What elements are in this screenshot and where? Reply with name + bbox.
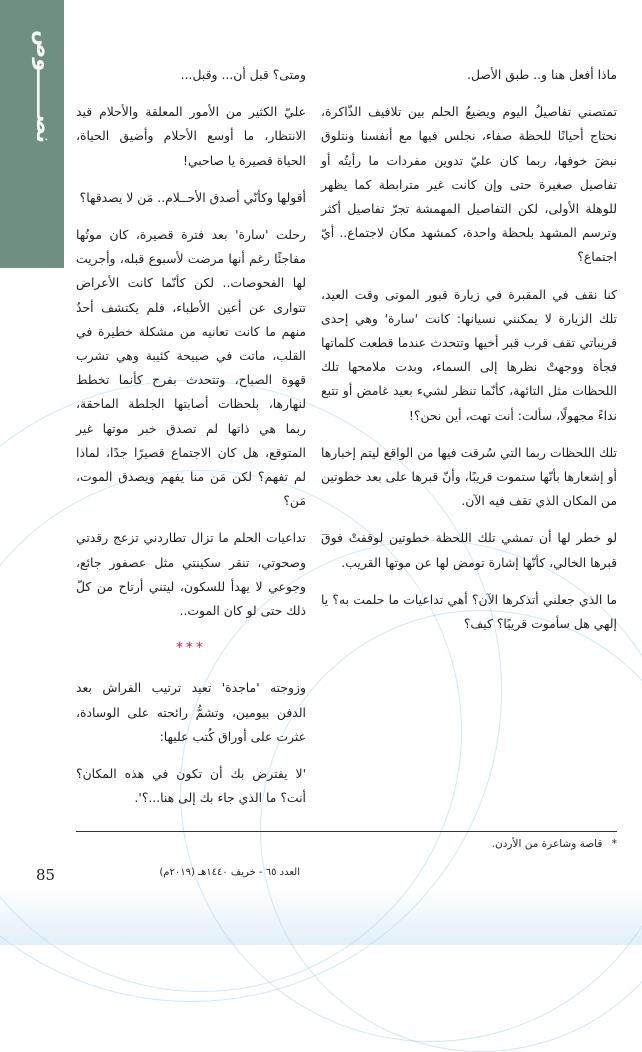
footnote-divider (76, 831, 617, 832)
paragraph: عليّ الكثير من الأمور المعلقة والأحلام قيد الانتظار، ما أوسع الأحلام وأضيق الحياة، الحياة قصيرة يا صاحبي! (76, 104, 306, 168)
footnote (97, 838, 617, 850)
section-tab (0, 0, 64, 268)
paragraph: أقولها وكأنّي أصدق الأحــلام.. مَن لا يصدقها؟ (79, 189, 306, 205)
issue-info: العدد ٦٥ - خريف ١٤٤٠هـ (٢٠١٩م) (159, 867, 300, 878)
paragraph: ماذا أفعل هنا و.. طبق الأصل. (467, 67, 617, 82)
paragraph: لو خطر لها أن تمشي تلك اللحظة خطوتين لوقفتْ فوقَ قبرها الخالي، كأنّها إشارة تومض لها عن موتها القريب. (321, 530, 617, 570)
paragraph: تلك اللحظات ربما التي سُرقت فيها من الواقع ليتم إخبارها أو إشعارها بأنّها ستموت قريبًا، وأنّ قبرها على بعد خطوتين من المكان الذي تقف فيه الآن. (321, 444, 617, 509)
left-column (76, 63, 306, 823)
bottom-band (0, 887, 642, 945)
paragraph: كنا نقف في المقبرة في زيارة قبور الموتى وقت العيد، تلك الزيارة لا يمكنني نسيانها: كانت 'سارة' وهي إحدى قريباتي تقف قرب قبر أخيها وتتحدث عندما قطعت كلماتها فجأة ووجهتْ نظرها إلى السماء، وبدت ملامحها تلك اللحظات مثل التائهة، كأنّما تنظر لشيء بعيد غامض أو تتبع نداءً مجهولًا، سألت: أنت تهت، أين نحن؟! (321, 286, 617, 423)
paragraph: ومتى؟ قبل أن... وقبل... (180, 67, 306, 82)
page-number: 85 (36, 866, 56, 884)
section-separator: *** (176, 640, 206, 657)
paragraph: ما الذي جعلني أتذكرها الآن؟ أهي تداعيات ما حلمت به؟ يا إلهي هل سأموت قريبًا؟ كيف؟ (321, 591, 617, 632)
footnote-text: قاصة وشاعرة من الأردن. (491, 838, 603, 850)
right-column (321, 63, 617, 649)
section-tab-label: نصــــــوص (32, 30, 56, 144)
footnote-marker: * (611, 838, 617, 850)
paragraph: 'لا يفترض بك أن تكون في هذه المكان؟ أنت؟ ما الذي جاء بك إلى هنا...؟'. (76, 766, 306, 806)
paragraph: تداعيات الحلم ما تزال تطاردني تزعج رقدتي وصحوتي، تنقر سكينتي مثل عصفور جائع، وجوعي لا يهدأ للسكون، ليتني أرتاح من كلّ ذلك حتى لو كان الموت.. (76, 530, 306, 619)
paragraph: رحلت 'سارة' بعد فترة قصيرة، كان موتُها مفاجئًا رغم أنها مرضت لأسبوع قبله، وأجريت لها الفحوصات.. لكن كأنّما كانت الأعراض تتوارى عن أعين الأطباء، فلم يكتشف أحدٌ منهم ما كانت تعانيه من مشكلة خطيرة في القلب، ماتت في صبيحة كئيبة وهي تشرب قهوة الصباح، وتتحدث بفرح كأنما تخطط لنهارها، بلحظات أصابتها الجلطة الماحقة، ربما هي ذاتها لم تصدق خبر موتها غير المتوقع، هل كان الاجتماع قصيرًا جدًا، لماذا لم تفهم؟ لكن مَن منا يفهم ويصدق الموت، مَن؟ (76, 227, 306, 509)
paragraph: وزوجته 'ماجدة' تعيد ترتيب الفراش بعد الدفن بيومين، وتشمُّ رائحته على الوسادة، عثرت على أوراق كُتب عليها: (76, 680, 306, 744)
paragraph: تمتصني تفاصيلُ اليوم ويضيعُ الحلم بين تلافيف الذّاكرة، نحتاج أحيانًا للحظة صفاء، نجلس فيها مع أنفسنا ونتلوق نبضَ خوفها، ربما كان عليّ تدوين مفردات ما رأيتُه أو تفاصيل صغيرة حتى وإن كانت غير مترابطة كما يظهر للوهلة الأولى، لكن التفاصيل المهمشة تجرّ تفاصيل أكثر وترسم المشهد بلحظة واحدة، كمشهد مكان لاجتماع.. أيّ اجتماع؟ (321, 104, 617, 265)
